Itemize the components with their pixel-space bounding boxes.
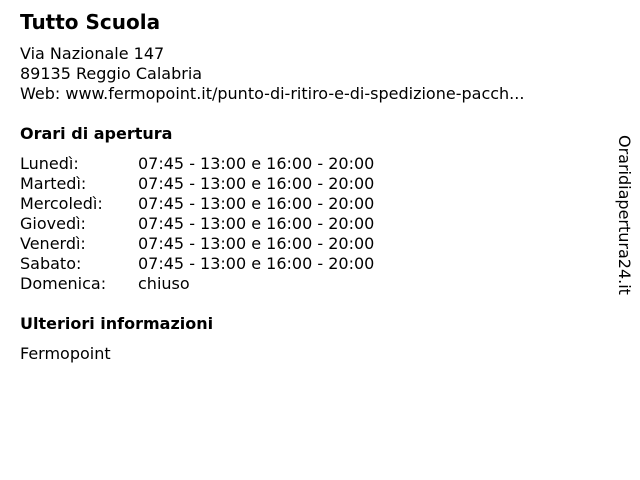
day-label: Lunedì: <box>20 154 79 173</box>
opening-hours-heading: Orari di apertura <box>20 124 173 143</box>
hours-value: chiuso <box>138 274 190 293</box>
website-link[interactable]: Web: www.fermopoint.it/punto-di-ritiro-e-di-spedizione-pacch... <box>20 84 525 103</box>
hours-row-wednesday <box>20 194 374 214</box>
address-street: Via Nazionale 147 <box>20 44 165 63</box>
hours-row-saturday <box>20 254 374 274</box>
hours-row-friday <box>20 234 374 254</box>
day-label: Mercoledì: <box>20 194 103 213</box>
additional-info-heading: Ulteriori informazioni <box>20 314 214 333</box>
address-city: 89135 Reggio Calabria <box>20 64 203 83</box>
day-label: Giovedì: <box>20 214 86 233</box>
hours-value: 07:45 - 13:00 e 16:00 - 20:00 <box>138 194 375 213</box>
address-block <box>20 44 524 104</box>
hours-value: 07:45 - 13:00 e 16:00 - 20:00 <box>138 174 375 193</box>
hours-value: 07:45 - 13:00 e 16:00 - 20:00 <box>138 154 375 173</box>
hours-value: 07:45 - 13:00 e 16:00 - 20:00 <box>138 234 375 253</box>
day-label: Sabato: <box>20 254 82 273</box>
hours-row-monday <box>20 154 374 174</box>
day-label: Venerdì: <box>20 234 86 253</box>
business-name: Tutto Scuola <box>20 10 161 34</box>
day-label: Domenica: <box>20 274 107 293</box>
site-brand-vertical: Oraridiapertura24.it <box>615 135 634 295</box>
opening-hours-table <box>20 154 374 294</box>
hours-value: 07:45 - 13:00 e 16:00 - 20:00 <box>138 254 375 273</box>
additional-info-text: Fermopoint <box>20 344 111 363</box>
hours-row-tuesday <box>20 174 374 194</box>
hours-row-sunday <box>20 274 374 294</box>
hours-value: 07:45 - 13:00 e 16:00 - 20:00 <box>138 214 375 233</box>
day-label: Martedì: <box>20 174 87 193</box>
hours-row-thursday <box>20 214 374 234</box>
